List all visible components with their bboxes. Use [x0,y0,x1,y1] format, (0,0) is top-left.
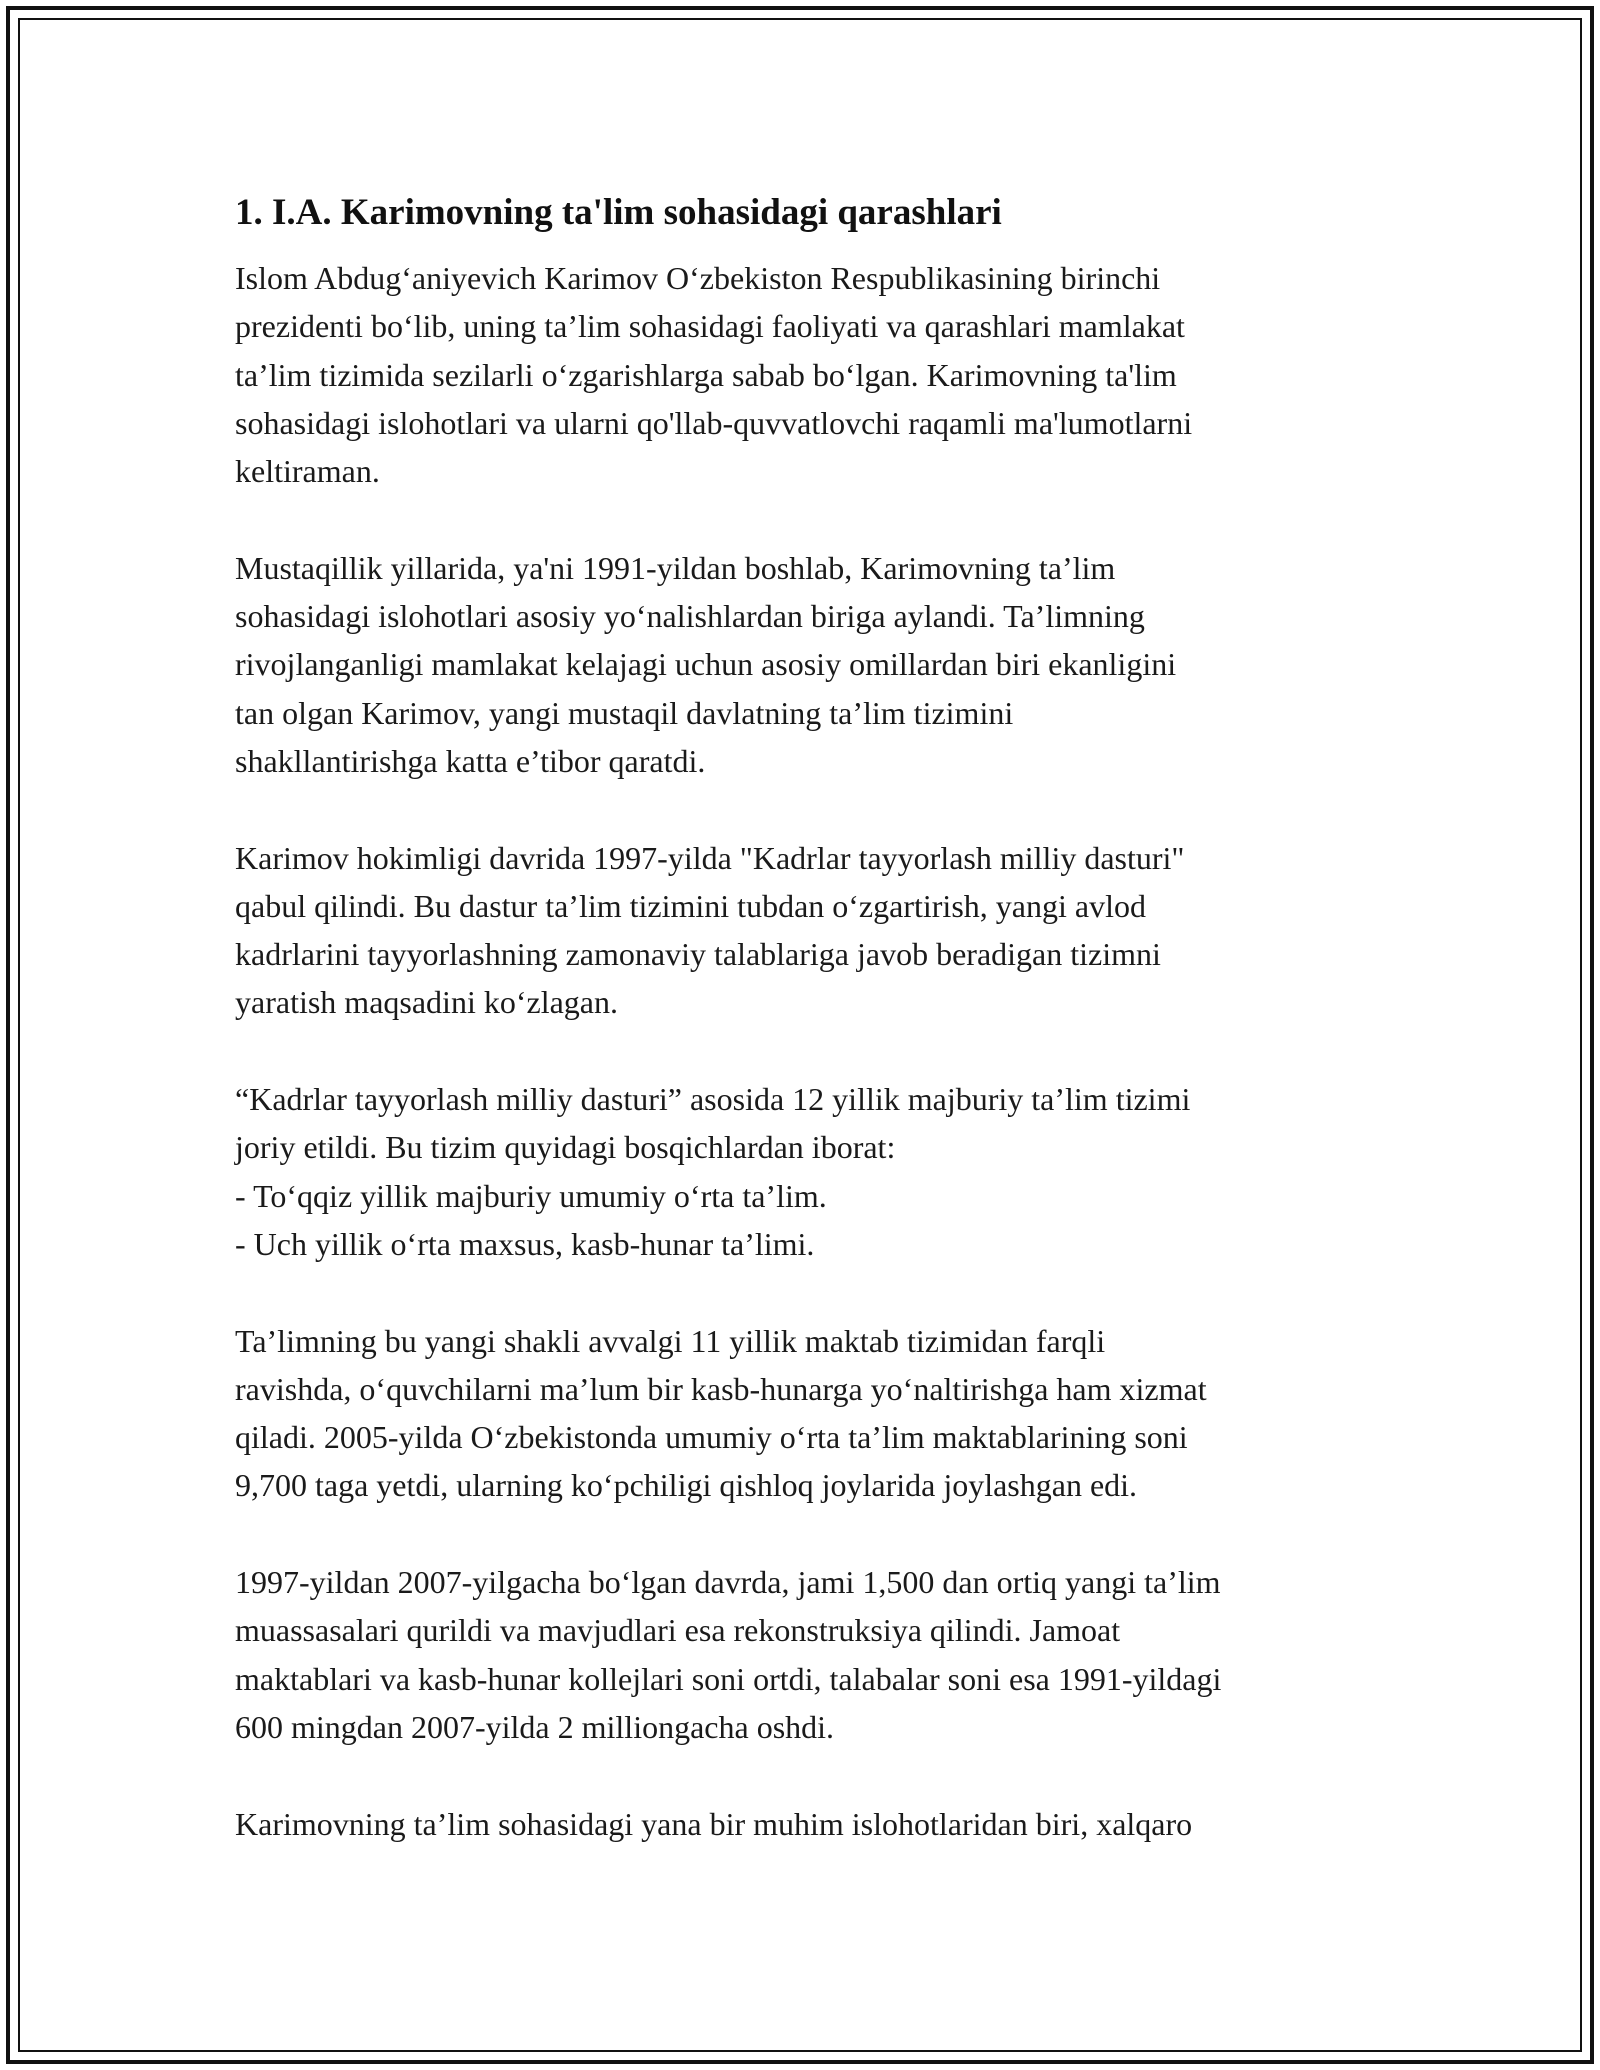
paragraph-intro: Islom Abdugʻaniyevich Karimov Oʻzbekiston Respublikasining birinchi prezidenti boʻlib, uning ta’lim sohasidagi faoliyati va qarashlari mamlakat ta’lim tizimida sezilarli oʻzgarishlarga sabab boʻlgan. Karimovning ta'lim sohasidagi islohotlari va ularni qo'llab-quvvatlovchi raqamli ma'lumotlarni keltiraman. [235,260,1193,490]
paragraph-national-program: Karimov hokimligi davrida 1997-yilda "Kadrlar tayyorlash milliy dasturi" qabul qilindi. Bu dastur ta’lim tizimini tubdan oʻzgartirish, yangi avlod kadrlarini tayyorlashning zamonaviy talablariga javob beradigan tizimni yaratish maqsadini koʻzlagan. [235,839,1185,1021]
paragraph-independence-years: Mustaqillik yillarida, ya'ni 1991-yildan boshlab, Karimovning ta’lim sohasidagi islohotlari asosiy yoʻnalishlardan biriga aylandi. Ta’limning rivojlanganligi mamlakat kelajagi uchun asosiy omillardan biri ekanligini tan olgan Karimov, yangi mustaqil davlatning ta’lim tizimini shakllantirishga katta e’tibor qaratdi. [235,549,1177,779]
paragraph-twelve-year-system: “Kadrlar tayyorlash milliy dasturi” asosida 12 yillik majburiy ta’lim tizimi joriy etildi. Bu tizim quyidagi bosqichlardan iborat: - Toʻqqiz yillik majburiy umumiy oʻrta ta’lim. - Uch yillik oʻrta maxsus, kasb-hunar ta’limi. [235,1081,1191,1262]
paragraph-new-education-form: Ta’limning bu yangi shakli avvalgi 11 yillik maktab tizimidan farqli ravishda, oʻquvchilarni ma’lum bir kasb-hunarga yoʻnaltirishga ham xizmat qiladi. 2005-yilda Oʻzbekistonda umumiy oʻrta ta’lim maktablarining soni 9,700 taga yetdi, ularning koʻpchiligi qishloq joylarida joylashgan edi. [235,1322,1207,1504]
document-body [235,188,1395,1896]
section-heading: 1. I.A. Karimovning ta'lim sohasidagi qarashlari [235,192,1002,233]
paragraph-institutions-growth: 1997-yildan 2007-yilgacha boʻlgan davrda, jami 1,500 dan ortiq yangi ta’lim muassasalari qurildi va mavjudlari esa rekonstruksiya qilindi. Jamoat maktablari va kasb-hunar kollejlari soni ortdi, talabalar soni esa 1991-yildagi 600 mingdan 2007-yilda 2 milliongacha oshdi. [235,1564,1222,1745]
paragraph-international: Karimovning ta’lim sohasidagi yana bir muhim islohotlaridan biri, xalqaro [235,1805,1193,1842]
